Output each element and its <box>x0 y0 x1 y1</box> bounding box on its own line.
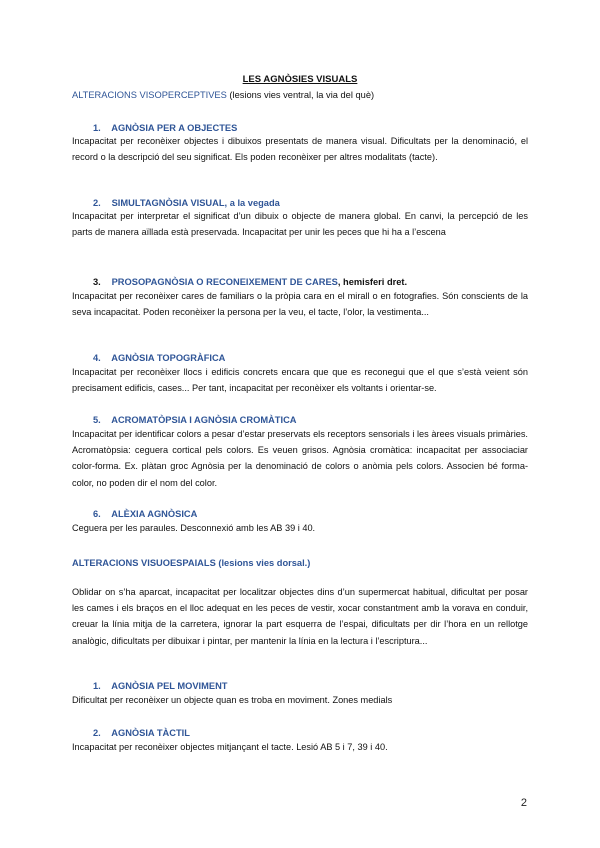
item-number: 4. <box>93 353 101 363</box>
item-number: 2. <box>93 728 101 738</box>
section-heading-note: (lesions vies dorsal.) <box>218 558 311 568</box>
section-heading-text: ALTERACIONS VISUOESPAIALS <box>72 558 216 568</box>
item-text-5: Incapacitat per identificar colors a pesar d’estar preservats els receptors sensorials i les àrees visuals primàries. Acromatòpsia: ceguera cortical pels colors. Es veuen grisos. Agnòsia cromàtica: incapacitat per associaciar color-forma. Ex. plàtan groc Agnòsia per la denominació de colors o anòmia pels colors. Associen bé forma-color, no poden dir el nom del color. <box>72 429 528 488</box>
item-heading-text: SIMULTAGNÒSIA VISUAL, a la vegada <box>111 198 280 208</box>
item-number: 5. <box>93 415 101 425</box>
section-heading-text: ALTERACIONS VISOPERCEPTIVES <box>72 90 227 100</box>
item-number: 3. <box>93 277 101 287</box>
item-heading-text: AGNÒSIA TOPOGRÀFICA <box>111 353 226 363</box>
item-heading-4 <box>93 351 225 365</box>
item-text-3: Incapacitat per reconèixer cares de familiars o la pròpia cara en el mirall o en fotografies. Són conscients de la seva incapacitat. Poden reconèixer la persona per la veu, el tacte, l’olor, la vestimenta... <box>72 291 528 318</box>
item-heading-text: AGNÒSIA PEL MOVIMENT <box>111 681 228 691</box>
item-heading-extra: , hemisferi dret. <box>337 277 408 287</box>
subitem-heading-2 <box>93 726 190 740</box>
item-heading-text: PROSOPAGNÒSIA O RECONEIXEMENT DE CARES <box>111 277 338 287</box>
section-heading-note: (lesions vies ventral, la via del què) <box>229 90 375 100</box>
visuoespaial-text: Oblidar on s’ha aparcat, incapacitat per localitzar objectes dins d’un supermercat habitual, dificultat per posar les cames i els braços en el lloc adequat en les peces de vestir, xocar constantment amb la vorava en conduir, creuar la línia mitja de la carretera, ignorar la part esquerra de l’espai, dificultats per dir l’hora en un rellotge analògic, dificultats per dibuixar i pintar, per mantenir la línia en la lectura i l’escriptura... <box>72 587 528 646</box>
subitem-text-1: Dificultat per reconèixer un objecte quan es troba en moviment. Zones medials <box>72 695 393 705</box>
item-heading-text: AGNÒSIA TÀCTIL <box>111 728 190 738</box>
page-number: 2 <box>520 797 527 809</box>
section-heading-visuoespaial <box>72 556 528 570</box>
item-number: 2. <box>93 198 101 208</box>
item-heading-text: AGNÒSIA PER A OBJECTES <box>111 123 238 133</box>
item-heading-6 <box>93 507 197 521</box>
item-text-6: Ceguera per les paraules. Desconnexió amb les AB 39 i 40. <box>72 523 316 533</box>
item-number: 1. <box>93 123 101 133</box>
page-title: LES AGNÒSIES VISUALS <box>242 74 358 85</box>
item-number: 6. <box>93 509 101 519</box>
item-heading-text: ALÈXIA AGNÒSICA <box>111 509 198 519</box>
item-number: 1. <box>93 681 101 691</box>
subitem-heading-1 <box>93 679 227 693</box>
item-text-2: Incapacitat per interpretar el significat d’un dibuix o objecte de manera global. En canvi, la percepció de les parts de manera aïllada està preservada. Incapacitat per unir les peces que hi ha a l’escena <box>72 211 528 238</box>
item-heading-text: ACROMATÒPSIA I AGNÒSIA CROMÀTICA <box>111 415 297 425</box>
item-heading-3 <box>93 275 407 289</box>
section-heading-visoperceptive <box>72 88 528 102</box>
item-heading-5 <box>93 413 297 427</box>
subitem-text-2: Incapacitat per reconèixer objectes mitjançant el tacte. Lesió AB 5 i 7, 39 i 40. <box>72 742 388 752</box>
item-text-1: Incapacitat per reconèixer objectes i dibuixos presentats de manera visual. Dificultats per la denominació, el record o la descripció del seu significat. Els poden reconèixer per altres modalitats (tacte). <box>72 136 528 163</box>
item-text-4: Incapacitat per reconèixer llocs i edificis concrets encara que que es reconegui que el que s’està veient són precisament edificis, cases... Per tant, incapacitat per reconèixer els voltants i orientar-se. <box>72 367 528 394</box>
